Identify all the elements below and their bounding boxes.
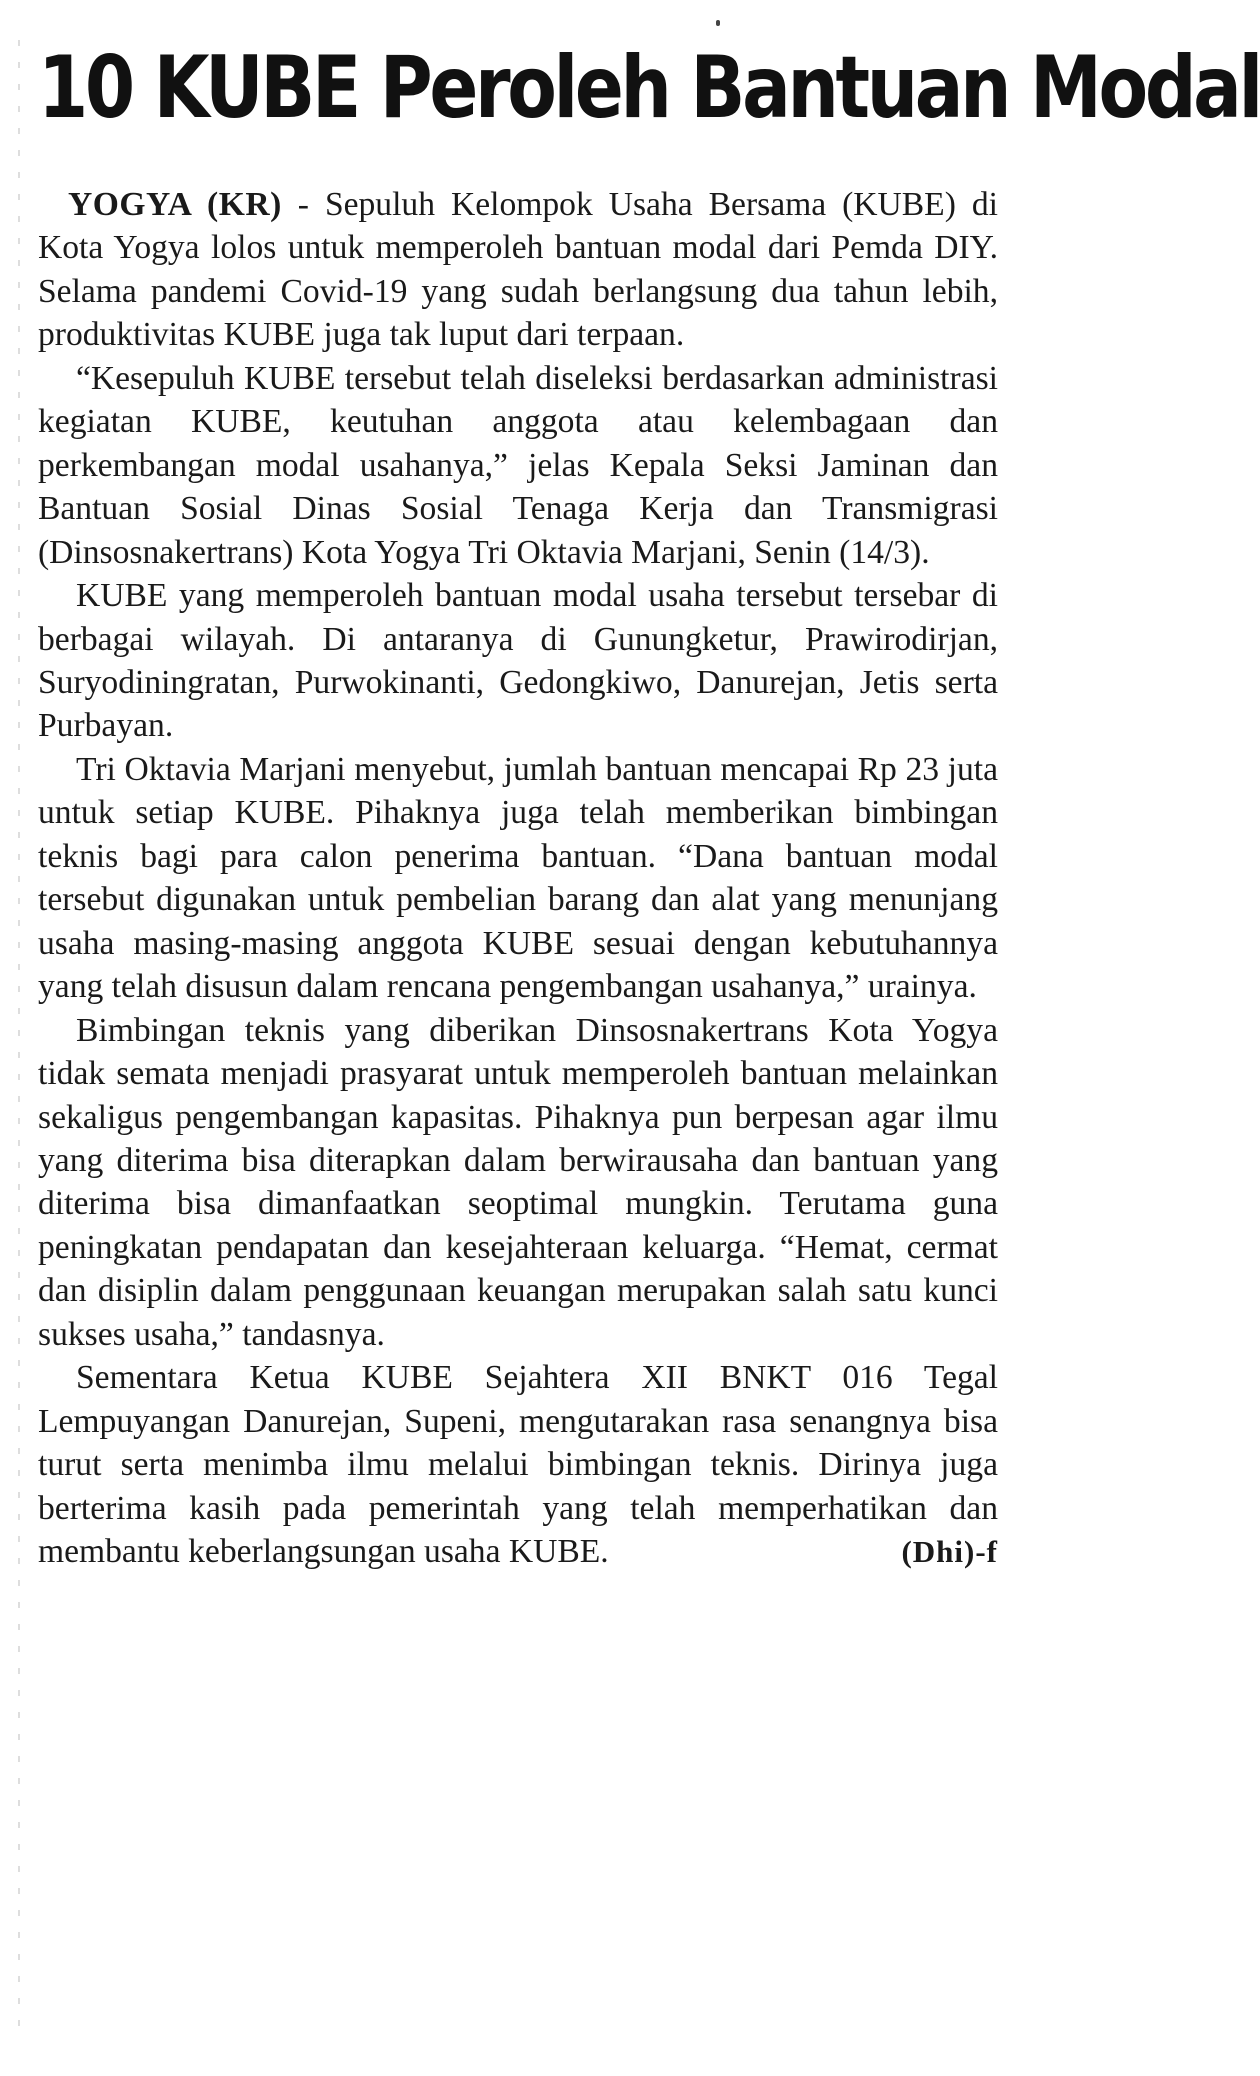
paragraph-1	[38, 183, 998, 357]
paragraph-2: “Kesepuluh KUBE tersebut telah diseleksi berdasarkan administrasi kegiatan KUBE, keutuhan anggota atau kelembagaan dan perkembangan modal usahanya,” jelas Kepala Seksi Jaminan dan Bantuan Sosial Dinas Sosial Tenaga Kerja dan Transmigrasi (Dinsosnakertrans) Kota Yogya Tri Oktavia Marjani, Senin (14/3).	[38, 359, 998, 571]
paragraph-5: Bimbingan teknis yang diberikan Dinsosnakertrans Kota Yogya tidak semata menjadi prasyarat untuk memperoleh bantuan melainkan sekaligus pengembangan kapasitas. Pihaknya pun berpesan agar ilmu yang diterima bisa diterapkan dalam berwirausaha dan bantuan yang diterima bisa dimanfaatkan seoptimal mungkin. Terutama guna peningkatan pendapatan dan kesejahteraan keluarga. “Hemat, cermat dan disiplin dalam penggunaan keuangan merupakan salah satu kunci sukses usaha,” tandasnya.	[38, 1011, 998, 1353]
print-speck	[716, 20, 720, 26]
paragraph-6	[38, 1356, 998, 1573]
paragraph-1-text: - Sepuluh Kelompok Usaha Bersama (KUBE) di Kota Yogya lolos untuk memperoleh bantuan modal dari Pemda DIY. Selama pandemi Covid-19 yang sudah berlangsung dua tahun lebih, produktivitas KUBE juga tak luput dari terpaan.	[38, 186, 998, 354]
paragraph-4: Tri Oktavia Marjani menyebut, jumlah bantuan mencapai Rp 23 juta untuk setiap KUBE. Pihaknya juga telah memberikan bimbingan teknis bagi para calon penerima bantuan. “Dana bantuan modal tersebut digunakan untuk pembelian barang dan alat yang menunjang usaha masing-masing anggota KUBE sesuai dengan kebutuhannya yang telah disusun dalam rencana pengembangan usahanya,” urainya.	[38, 750, 998, 1006]
paragraph-6-text: Sementara Ketua KUBE Sejahtera XII BNKT 016 Tegal Lempuyangan Danurejan, Supeni, mengutarakan rasa senangnya bisa turut serta menimba ilmu melalui bimbingan teknis. Dirinya juga berterima kasih pada pemerintah yang telah memperhatikan dan membantu keberlangsungan usaha KUBE.	[38, 1359, 998, 1571]
paragraph-3: KUBE yang memperoleh bantuan modal usaha tersebut tersebar di berbagai wilayah. Di antaranya di Gunungketur, Prawirodirjan, Suryodiningratan, Purwokinanti, Gedongkiwo, Danurejan, Jetis serta Purbayan.	[38, 577, 998, 745]
dateline: YOGYA (KR)	[68, 186, 282, 223]
author-signoff: (Dhi)-f	[901, 1534, 998, 1570]
headline: 10 KUBE Peroleh Bantuan Modal	[38, 38, 1260, 138]
article-body	[38, 183, 998, 1574]
clipping-edge	[18, 40, 20, 2030]
